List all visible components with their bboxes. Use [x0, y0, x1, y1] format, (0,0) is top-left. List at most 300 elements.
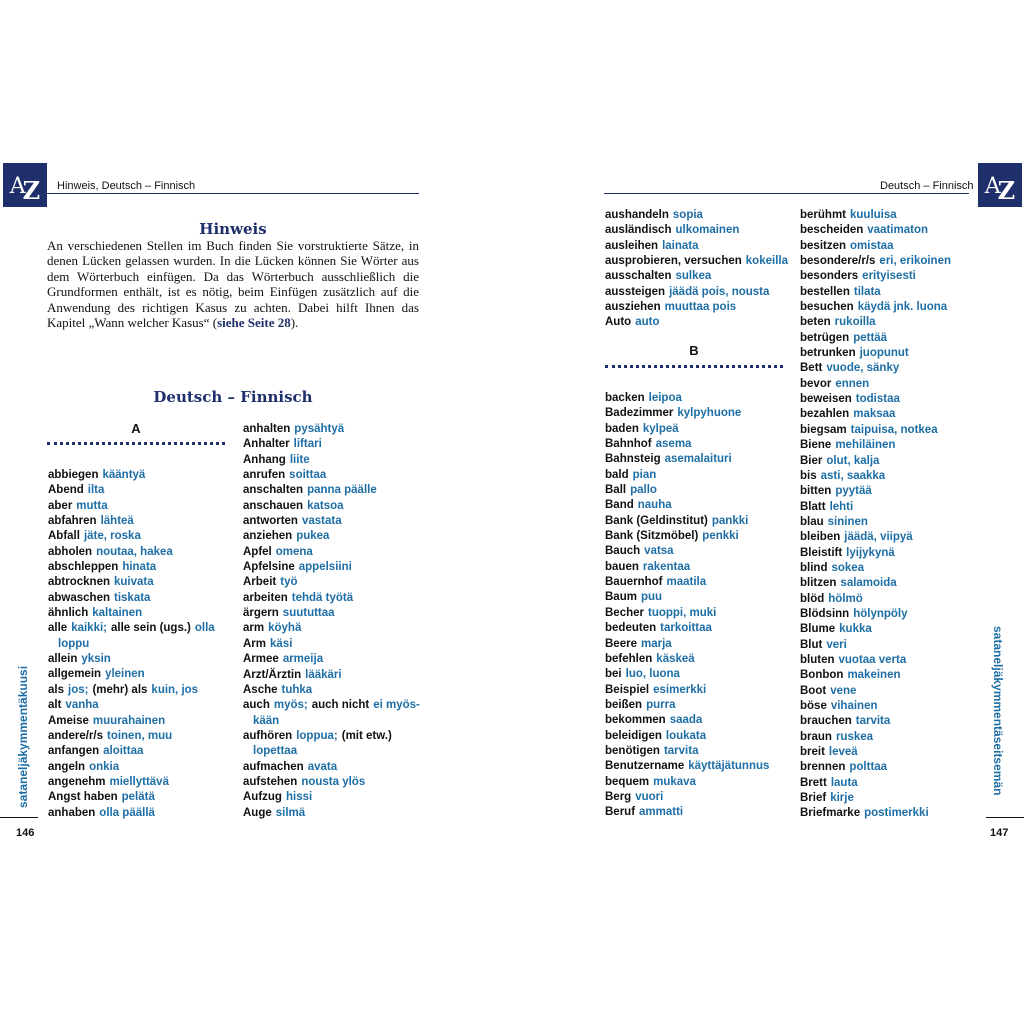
translation: kirje: [830, 792, 854, 805]
translation: silmä: [275, 806, 306, 819]
dictionary-entry: [243, 606, 420, 621]
dictionary-entry: [800, 592, 951, 607]
page-header-right: Deutsch – Finnisch: [880, 180, 974, 192]
headword: baden: [605, 422, 639, 435]
headword: (mehr) als: [92, 683, 148, 696]
headword: Angst haben: [48, 791, 118, 804]
entries-column-b1: [605, 391, 769, 821]
dictionary-entry: [48, 744, 215, 759]
headword: alle: [48, 622, 68, 635]
headword: Apfel: [243, 545, 272, 558]
dictionary-entry: [800, 699, 951, 714]
dictionary-entry: [48, 683, 215, 698]
translation: ruskea: [835, 730, 874, 743]
translation: kuin, jos: [151, 683, 199, 696]
dictionary-entry: [800, 576, 951, 591]
translation: liite: [289, 453, 310, 466]
dictionary-entry: [605, 560, 769, 575]
translation: hissi: [285, 791, 313, 804]
dictionary-entry: [243, 806, 420, 821]
translation: makeinen: [847, 669, 901, 682]
headword: benötigen: [605, 744, 660, 757]
dictionary-entry: [605, 223, 788, 238]
translation: lauta: [830, 776, 858, 789]
headword: beleidigen: [605, 729, 662, 742]
translation: onkia: [89, 760, 120, 773]
dictionary-entry: [800, 269, 951, 284]
headword: allein: [48, 653, 78, 666]
dictionary-entry: [800, 546, 951, 561]
headword: befehlen: [605, 652, 653, 665]
headword: blau: [800, 515, 824, 528]
headword: bauen: [605, 560, 639, 573]
headword: ausländisch: [605, 224, 672, 237]
headword: Anhalter: [243, 438, 290, 451]
dictionary-entry: [243, 483, 420, 498]
translation: tarvita: [663, 744, 699, 757]
translation: noutaa, hakea: [96, 545, 173, 558]
headword: aufmachen: [243, 760, 304, 773]
translation: ei myös-: [373, 699, 420, 712]
dictionary-entry: [605, 315, 788, 330]
headword: beten: [800, 316, 831, 329]
headword: abschleppen: [48, 561, 119, 574]
headword: biegsam: [800, 423, 847, 436]
headword: bevor: [800, 377, 832, 390]
headword: aussteigen: [605, 285, 666, 298]
dictionary-entry: [800, 530, 951, 545]
dictionary-entry: [48, 760, 215, 775]
dictionary-entry: [605, 744, 769, 759]
entry-continuation: [48, 637, 215, 652]
headword: Benutzername: [605, 760, 685, 773]
dictionary-entry: [800, 760, 951, 775]
headword: abwaschen: [48, 591, 110, 604]
translation: jos;: [68, 683, 89, 696]
headword: bedeuten: [605, 622, 657, 635]
headword: Bahnsteig: [605, 453, 661, 466]
letter-heading-b: B: [689, 343, 699, 358]
entries-column-a2: [243, 422, 420, 821]
dictionary-entry: [243, 621, 420, 636]
dictionary-entry: [800, 377, 951, 392]
dictionary-entry: [243, 575, 420, 590]
headword: anhalten: [243, 423, 291, 435]
dictionary-entry: [800, 454, 951, 469]
translation: kaikki;: [71, 622, 107, 635]
headword: Bier: [800, 454, 823, 467]
translation: panna päälle: [307, 484, 377, 497]
dictionary-entry: [243, 560, 420, 575]
dictionary-entry: [243, 729, 420, 744]
headword: bescheiden: [800, 224, 864, 237]
translation: lähteä: [100, 515, 134, 528]
headword: bekommen: [605, 714, 666, 727]
headword: Ameise: [48, 714, 89, 727]
hinweis-heading: Hinweis: [199, 220, 267, 238]
dictionary-entry: [605, 667, 769, 682]
translation: vuori: [635, 790, 664, 803]
dictionary-entry: [800, 607, 951, 622]
dictionary-entry: [48, 667, 215, 682]
dictionary-entry: [605, 544, 769, 559]
translation: salamoida: [840, 577, 897, 590]
translation: käskeä: [656, 652, 695, 665]
translation: sininen: [827, 515, 868, 528]
translation: vastata: [301, 515, 342, 528]
translation: ulkomainen: [675, 224, 740, 237]
dictionary-entry: [243, 790, 420, 805]
dictionary-entry: [800, 653, 951, 668]
headword: anrufen: [243, 469, 286, 482]
translation: nauha: [637, 499, 672, 512]
translation: sokea: [831, 561, 865, 574]
translation: olla: [194, 622, 215, 635]
dictionary-entry: [605, 683, 769, 698]
dictionary-entry: [605, 713, 769, 728]
dictionary-entry: [243, 637, 420, 652]
headword: braun: [800, 730, 832, 743]
translation: lopettaa: [253, 745, 298, 758]
translation: vuotaa verta: [838, 653, 907, 666]
dictionary-entry: [605, 652, 769, 667]
headword: auch nicht: [311, 699, 370, 712]
headword: bluten: [800, 653, 835, 666]
headword: beißen: [605, 698, 643, 711]
headword: breit: [800, 746, 825, 759]
headword: Bauch: [605, 545, 641, 558]
translation: yleinen: [105, 668, 145, 681]
page-number-right: 147: [990, 827, 1009, 839]
headword: Bleistift: [800, 546, 843, 559]
dictionary-entry: [800, 484, 951, 499]
translation: hölynpöly: [853, 607, 908, 620]
translation: mehiläinen: [835, 439, 896, 452]
translation: pukea: [296, 530, 330, 543]
entries-column-b2: [800, 208, 951, 822]
dictionary-entry: [48, 591, 215, 606]
translation: kokeilla: [745, 255, 788, 268]
translation: olut, kalja: [826, 454, 880, 467]
translation: taipuisa, notkea: [850, 423, 938, 436]
dictionary-entry: [800, 239, 951, 254]
headword: arm: [243, 622, 265, 635]
headword: Bahnhof: [605, 438, 652, 451]
translation: sopia: [672, 209, 703, 221]
footer-rule-right: [986, 817, 1024, 818]
dictionary-entry: [48, 560, 215, 575]
headword: backen: [605, 392, 645, 404]
translation: omistaa: [850, 239, 894, 252]
hinweis-text: An verschiedenen Stellen im Buch finden Sie vorstruktierte Sätze, in denen Lücken gelassen wurden. In die Lücken können Sie Wörter aus dem Wörterbuch einfügen. Da das Wörterbuch ausschließlich die Grundformen enthält, ist es nötig, beim Einfügen zusätzlich auf die Anwendung des richtigen Kasus zu achten. Dabei hilft Ihnen das Kapitel „Wann welcher Kasus“ (: [47, 238, 419, 331]
translation: lehti: [829, 500, 854, 513]
dictionary-entry: [48, 575, 215, 590]
dictionary-entry: [605, 254, 788, 269]
translation: toinen, muu: [106, 729, 173, 742]
translation: polttaa: [849, 761, 888, 774]
translation: muurahainen: [92, 714, 166, 727]
translation: loukata: [665, 729, 707, 742]
dictionary-entry: [243, 468, 420, 483]
dictionary-entry: [800, 684, 951, 699]
headword: Beispiel: [605, 683, 650, 696]
headword: Anhang: [243, 453, 286, 466]
headword: Boot: [800, 684, 827, 697]
headword: Blume: [800, 623, 836, 636]
headword: anschalten: [243, 484, 304, 497]
dictionary-entry: [800, 745, 951, 760]
dictionary-entry: [605, 452, 769, 467]
translation: katsoa: [307, 499, 344, 512]
entries-column-b1-top: [605, 208, 788, 331]
dictionary-entry: [605, 406, 769, 421]
dictionary-entry: [800, 254, 951, 269]
headword: Abfall: [48, 530, 80, 543]
translation: leipoa: [648, 392, 682, 404]
dictionary-entry: [243, 514, 420, 529]
az-logo-left: AZ: [3, 163, 47, 207]
translation: vatsa: [644, 545, 674, 558]
translation: jäädä, viipyä: [844, 531, 913, 544]
translation: liftari: [293, 438, 322, 451]
page-reference-link[interactable]: siehe Seite 28: [217, 315, 291, 331]
headword: alt: [48, 699, 62, 712]
translation: lainata: [662, 239, 699, 252]
translation: olla päällä: [99, 806, 155, 819]
headword: auch: [243, 699, 270, 712]
dictionary-entry: [605, 575, 769, 590]
headword: Auge: [243, 806, 272, 819]
dictionary-entry: [48, 790, 215, 805]
translation: hölmö: [828, 592, 863, 605]
dictionary-entry: [605, 729, 769, 744]
headword: Armee: [243, 653, 279, 666]
headword: (mit etw.): [341, 729, 392, 742]
translation: jäte, roska: [83, 530, 141, 543]
translation: lyijykynä: [846, 546, 895, 559]
dictionary-entry: [605, 805, 769, 820]
headword: Bett: [800, 362, 823, 375]
headword: ausschalten: [605, 270, 672, 283]
translation: kuivata: [114, 576, 154, 589]
translation: esimerkki: [653, 683, 707, 696]
headword: Auto: [605, 316, 632, 329]
headword: betrunken: [800, 347, 856, 360]
headword: abholen: [48, 545, 93, 558]
translation: pian: [632, 468, 657, 481]
headword: Berg: [605, 790, 632, 803]
dictionary-entry: [800, 776, 951, 791]
hinweis-end: ).: [290, 315, 299, 331]
translation: appelsiini: [298, 561, 352, 574]
headword: aufstehen: [243, 775, 298, 788]
headword: Asche: [243, 683, 278, 696]
headword: beweisen: [800, 393, 852, 406]
headword: aushandeln: [605, 209, 669, 221]
translation: vaatimaton: [867, 224, 928, 237]
headword: ausziehen: [605, 301, 661, 314]
headword: alle sein (ugs.): [111, 622, 191, 635]
headword: ärgern: [243, 607, 279, 620]
dictionary-entry: [800, 315, 951, 330]
dictionary-entry: [800, 622, 951, 637]
headword: anziehen: [243, 530, 293, 543]
translation: leveä: [828, 746, 858, 759]
translation: kukka: [839, 623, 872, 636]
translation: vanha: [65, 699, 99, 712]
translation: vihainen: [830, 700, 878, 712]
dictionary-entry: [243, 652, 420, 667]
headword: betrügen: [800, 331, 850, 344]
dictionary-entry: [605, 285, 788, 300]
translation: pysähtyä: [294, 423, 345, 435]
translation: tehdä työtä: [291, 591, 354, 604]
translation: maksaa: [853, 408, 896, 421]
entries-column-a1: [48, 468, 215, 821]
headword: anschauen: [243, 499, 304, 512]
translation: auto: [635, 316, 660, 329]
headword: brauchen: [800, 715, 852, 728]
dictionary-entry: [605, 759, 769, 774]
headword: bald: [605, 468, 629, 481]
headword: böse: [800, 700, 827, 712]
translation: vene: [830, 684, 857, 697]
dictionary-entry: [243, 683, 420, 698]
header-rule-left: [47, 193, 419, 194]
translation: rakentaa: [642, 560, 691, 573]
dictionary-entry: [800, 561, 951, 576]
headword: Beere: [605, 637, 637, 650]
dictionary-entry: [243, 422, 420, 437]
headword: brennen: [800, 761, 846, 774]
letter-heading-a: A: [131, 421, 141, 436]
headword: bleiben: [800, 531, 841, 544]
entry-continuation: [243, 714, 420, 729]
translation: rukoilla: [834, 316, 876, 329]
translation: eri, erikoinen: [879, 255, 952, 268]
dictionary-entry: [605, 437, 769, 452]
headword: bitten: [800, 485, 832, 498]
headword: Beruf: [605, 806, 636, 819]
dictionary-entry: [243, 529, 420, 544]
headword: ähnlich: [48, 607, 89, 620]
dictionary-entry: [605, 422, 769, 437]
dictionary-entry: [800, 668, 951, 683]
hinweis-paragraph: [47, 238, 419, 330]
translation: loppu: [58, 637, 90, 650]
dictionary-entry: [605, 514, 769, 529]
dictionary-entry: [800, 791, 951, 806]
translation: mukava: [653, 775, 696, 788]
headword: ausprobieren, versuchen: [605, 255, 742, 268]
translation: ammatti: [639, 806, 684, 819]
dictionary-entry: [48, 499, 215, 514]
headword: Bonbon: [800, 669, 844, 682]
translation: todistaa: [855, 393, 900, 406]
headword: Aufzug: [243, 791, 282, 804]
translation: ilta: [87, 484, 105, 497]
headword: abfahren: [48, 515, 97, 528]
dotted-divider-a: [47, 442, 225, 445]
translation: aloittaa: [103, 745, 144, 758]
dictionary-entry: [48, 483, 215, 498]
dictionary-entry: [48, 775, 215, 790]
translation: hinata: [122, 561, 157, 574]
dictionary-entry: [243, 591, 420, 606]
dictionary-entry: [48, 606, 215, 621]
headword: Baum: [605, 591, 637, 604]
dictionary-entry: [605, 300, 788, 315]
headword: Arzt/Ärztin: [243, 668, 302, 681]
translation: erityisesti: [862, 270, 916, 283]
translation: asema: [655, 438, 692, 451]
dictionary-entry: [800, 423, 951, 438]
dictionary-entry: [800, 346, 951, 361]
headword: bei: [605, 668, 622, 681]
headword: Becher: [605, 606, 644, 619]
dictionary-entry: [800, 469, 951, 484]
translation: sulkea: [675, 270, 712, 283]
headword: Brief: [800, 792, 827, 805]
headword: angeln: [48, 760, 86, 773]
dictionary-entry: [800, 331, 951, 346]
translation: käsi: [270, 637, 293, 650]
dictionary-entry: [605, 468, 769, 483]
headword: anhaben: [48, 806, 96, 819]
headword: abbiegen: [48, 469, 99, 481]
translation: penkki: [702, 530, 739, 543]
dictionary-entry: [800, 208, 951, 223]
translation: tarvita: [855, 715, 891, 728]
translation: pankki: [711, 514, 749, 527]
translation: tuhka: [281, 683, 313, 696]
translation: juopunut: [859, 347, 909, 360]
translation: pyytää: [835, 485, 872, 498]
headword: aber: [48, 499, 73, 512]
dictionary-entry: [243, 760, 420, 775]
dictionary-entry: [605, 529, 769, 544]
dictionary-entry: [48, 729, 215, 744]
translation: kaltainen: [92, 607, 143, 620]
translation: työ: [280, 576, 298, 589]
dictionary-entry: [605, 606, 769, 621]
dictionary-entry: [243, 499, 420, 514]
dictionary-entry: [800, 407, 951, 422]
dictionary-entry: [48, 621, 215, 636]
headword: ausleihen: [605, 239, 659, 252]
translation: muuttaa pois: [664, 301, 737, 314]
dictionary-entry: [605, 698, 769, 713]
translation: pallo: [630, 484, 657, 497]
translation: nousta ylös: [301, 775, 366, 788]
page-number-words-left: sataneljäkymmentäkuusi: [16, 665, 30, 808]
dictionary-entry: [800, 223, 951, 238]
translation: veri: [826, 638, 847, 651]
dictionary-entry: [605, 621, 769, 636]
headword: anfangen: [48, 745, 100, 758]
dictionary-entry: [48, 714, 215, 729]
translation: mutta: [76, 499, 108, 512]
dictionary-entry: [605, 637, 769, 652]
translation: omena: [275, 545, 313, 558]
dictionary-entry: [243, 668, 420, 683]
headword: Badezimmer: [605, 407, 674, 420]
headword: angenehm: [48, 775, 106, 788]
dictionary-entry: [605, 391, 769, 406]
dictionary-entry: [48, 806, 215, 821]
page-header-left: Hinweis, Deutsch – Finnisch: [57, 180, 196, 192]
headword: Abend: [48, 484, 84, 497]
